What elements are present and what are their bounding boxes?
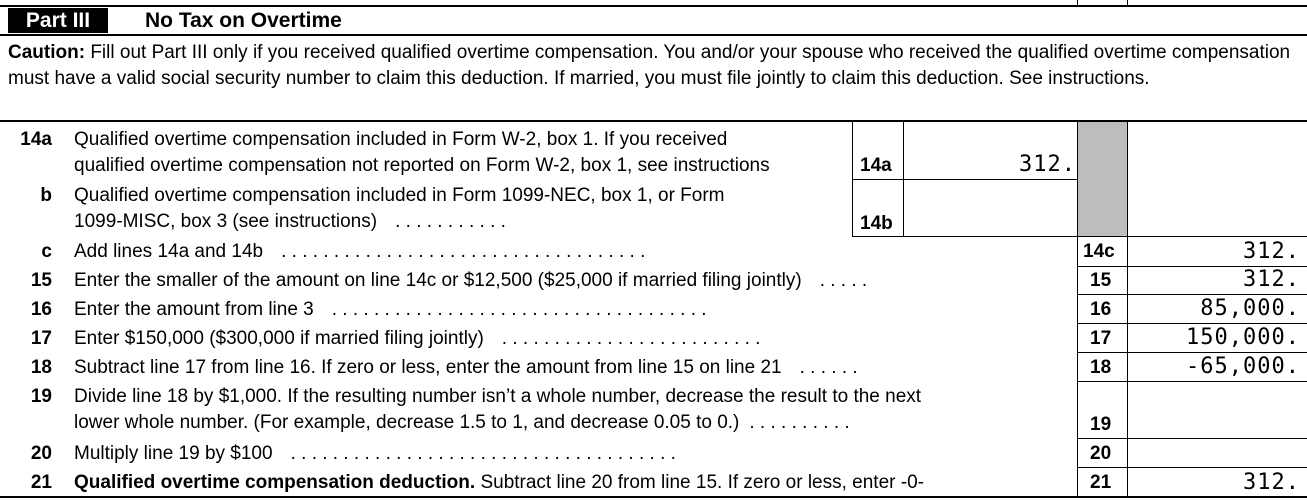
line-18-box-label: 18 — [1090, 357, 1112, 378]
line-21-box-label: 21 — [1090, 472, 1112, 493]
line-14c-number: c — [41, 241, 52, 262]
box-col-left — [1077, 122, 1078, 498]
line-18-text — [74, 355, 858, 381]
line-18-label: Subtract line 17 from line 16. If zero or less, enter the amount from line 15 on line 21 — [74, 357, 782, 378]
line-14a-amount[interactable]: 312. — [1019, 152, 1076, 177]
prev-line-box-divider — [1077, 0, 1078, 5]
line-17-label: Enter $150,000 ($300,000 if married filing jointly) — [74, 328, 484, 349]
line-15-text — [74, 268, 867, 294]
row-rule-18 — [1078, 352, 1307, 353]
shaded-column — [1078, 122, 1127, 236]
prev-line-box-divider-2 — [1127, 0, 1128, 5]
line-20-number: 20 — [30, 443, 52, 464]
row-rule-14c — [1078, 236, 1307, 237]
line-19-text-2 — [74, 410, 850, 436]
line-21-amount[interactable]: 312. — [1243, 470, 1300, 495]
line-14a-text-1: Qualified overtime compensation included in Form W-2, box 1. If you received — [74, 129, 728, 150]
line-19-text-1: Divide line 18 by $1,000. If the resulting number isn’t a whole number, decrease the result to the next — [74, 386, 922, 407]
line-14b-box-label: 14b — [860, 213, 893, 234]
row-rule-20 — [1078, 438, 1307, 439]
line-16-number: 16 — [30, 299, 52, 320]
line-20-box-label: 20 — [1090, 443, 1112, 464]
line-15-label: Enter the smaller of the amount on line 14c or $12,500 ($25,000 if married filing jointly) — [74, 270, 802, 291]
line-16-box-label: 16 — [1090, 299, 1112, 320]
line-16-label: Enter the amount from line 3 — [74, 299, 314, 320]
line-14b-text-2-label: 1099-MISC, box 3 (see instructions) — [74, 211, 378, 232]
header-rule — [0, 34, 1307, 36]
line-21-label: Subtract line 20 from line 15. If zero or less, enter -0- — [475, 472, 924, 493]
line-18-leader: . . . . . . — [799, 357, 858, 378]
line-20-label: Multiply line 19 by $100 — [74, 443, 273, 464]
line-14c-amount[interactable]: 312. — [1243, 239, 1300, 264]
line-14c-label: Add lines 14a and 14b — [74, 241, 264, 262]
line-17-box-label: 17 — [1090, 328, 1112, 349]
caution-label: Caution: — [8, 42, 86, 63]
line-14c-box-label: 14c — [1083, 241, 1115, 262]
line-16-text — [74, 297, 707, 323]
line-14a-box-label: 14a — [860, 155, 892, 176]
line-14c-leader: . . . . . . . . . . . . . . . . . . . . . . . . . . . . . . . . . . . — [281, 241, 646, 262]
line-21-text — [74, 470, 924, 496]
caution-body: Fill out Part III only if you received qualified overtime compensation. You and/or your spouse who received the qualified overtime compensation must have a valid social security number to claim this deduction. If married, you must file jointly to claim this deduction. See instructions. — [8, 42, 1291, 89]
line-17-leader: . . . . . . . . . . . . . . . . . . . . . . . . . — [501, 328, 761, 349]
line-16-amount[interactable]: 85,000. — [1200, 296, 1300, 321]
line-19-label: lower whole number. (For example, decrease 1.5 to 1, and decrease 0.05 to 0.) — [74, 412, 740, 433]
line-17-amount[interactable]: 150,000. — [1186, 325, 1300, 350]
line-17-text — [74, 326, 760, 352]
line-20-leader: . . . . . . . . . . . . . . . . . . . . . . . . . . . . . . . . . . . . . — [290, 443, 676, 464]
line-17-number: 17 — [30, 328, 52, 349]
line-15-amount[interactable]: 312. — [1243, 267, 1300, 292]
top-rule — [0, 5, 1307, 7]
line-15-box-label: 15 — [1090, 270, 1112, 291]
line-18-amount[interactable]: -65,000. — [1186, 354, 1300, 379]
part-title: No Tax on Overtime — [145, 9, 342, 32]
line-14a-text-2: qualified overtime compensation not reported on Form W-2, box 1, see instructions — [74, 155, 770, 176]
line-14a-number: 14a — [20, 129, 52, 150]
line-15-number: 15 — [30, 270, 52, 291]
line-19-box-label: 19 — [1090, 414, 1112, 435]
part-badge: Part III — [8, 8, 108, 33]
box-col-right — [1127, 122, 1128, 498]
row-rule-17 — [1078, 323, 1307, 324]
line-19-leader: . . . . . . . . . . — [749, 412, 850, 433]
line-20-text — [74, 441, 676, 467]
caution-text — [8, 40, 1300, 92]
line-18-number: 18 — [30, 357, 52, 378]
row-rule-19 — [1078, 381, 1307, 382]
line-19-number: 19 — [30, 386, 52, 407]
row-rule-16 — [1078, 294, 1307, 295]
row-rule-21 — [1078, 467, 1307, 468]
line-21-bold-label: Qualified overtime compensation deduction. — [74, 472, 476, 493]
line-14c-text — [74, 239, 645, 265]
bottom-rule — [0, 496, 1307, 498]
line-15-leader: . . . . . — [819, 270, 868, 291]
line-14b-text-1: Qualified overtime compensation included in Form 1099-NEC, box 1, or Form — [74, 185, 725, 206]
line-21-number: 21 — [30, 472, 52, 493]
line-14b-text-2 — [74, 209, 506, 235]
line-14b-number: b — [40, 185, 52, 206]
inner-box-mid — [852, 179, 1078, 180]
line-16-leader: . . . . . . . . . . . . . . . . . . . . . . . . . . . . . . . . . . . . — [331, 299, 707, 320]
line-14b-leader: . . . . . . . . . . . — [395, 211, 506, 232]
